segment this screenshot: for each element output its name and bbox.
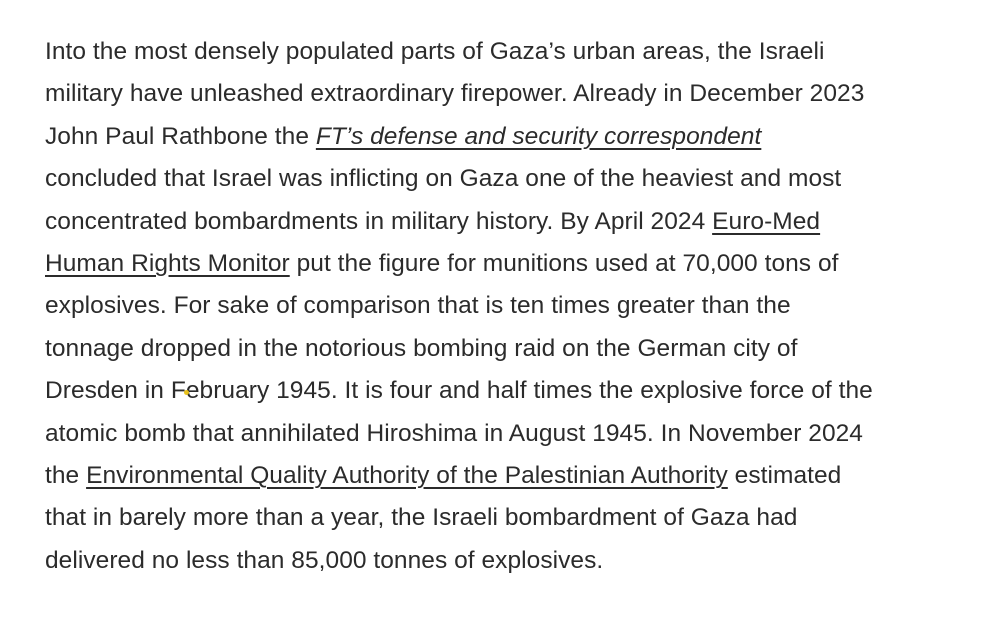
text-line: explosives. For sake of comparison that is ten times greater than the: [45, 292, 791, 320]
text-line: [45, 243, 965, 285]
text-segment: ebruary 1945. It is four and half times the explosive force of the: [185, 377, 873, 405]
environmental-quality-authority-link[interactable]: Environmental Quality Authority of the Palestinian Authority: [86, 462, 728, 490]
text-segment: Dresden in F: [45, 377, 186, 405]
ft-correspondent-link[interactable]: FT’s defense and security correspondent: [315, 122, 762, 150]
text-line: Into the most densely populated parts of Gaza’s urban areas, the Israeli: [45, 38, 825, 65]
text-line: tonnage dropped in the notorious bombing raid on the German city of: [45, 334, 798, 362]
text-line: delivered no less than 85,000 tonnes of explosives.: [45, 546, 604, 574]
text-line: [45, 201, 965, 243]
text-segment: concentrated bombardments in military history. By April 2024: [45, 207, 713, 235]
euro-med-monitor-link-part1[interactable]: Euro-Med: [712, 207, 821, 235]
text-segment: the: [45, 462, 87, 490]
text-line: military have unleashed extraordinary firepower. Already in December 2023: [45, 80, 865, 108]
text-line: [45, 370, 965, 412]
text-line: atomic bomb that annihilated Hiroshima in August 1945. In November 2024: [45, 419, 863, 447]
article-paragraph: [45, 31, 965, 582]
article-body: [45, 31, 965, 582]
text-line: concluded that Israel was inflicting on Gaza one of the heaviest and most: [45, 165, 842, 193]
text-line: that in barely more than a year, the Israeli bombardment of Gaza had: [45, 504, 798, 532]
text-segment: John Paul Rathbone the: [45, 122, 316, 150]
text-segment: estimated: [727, 462, 842, 490]
text-segment: put the figure for munitions used at 70,000 tons of: [289, 250, 839, 278]
text-line: [45, 455, 965, 497]
text-line: [45, 116, 965, 158]
euro-med-monitor-link-part2[interactable]: Human Rights Monitor: [45, 250, 290, 278]
